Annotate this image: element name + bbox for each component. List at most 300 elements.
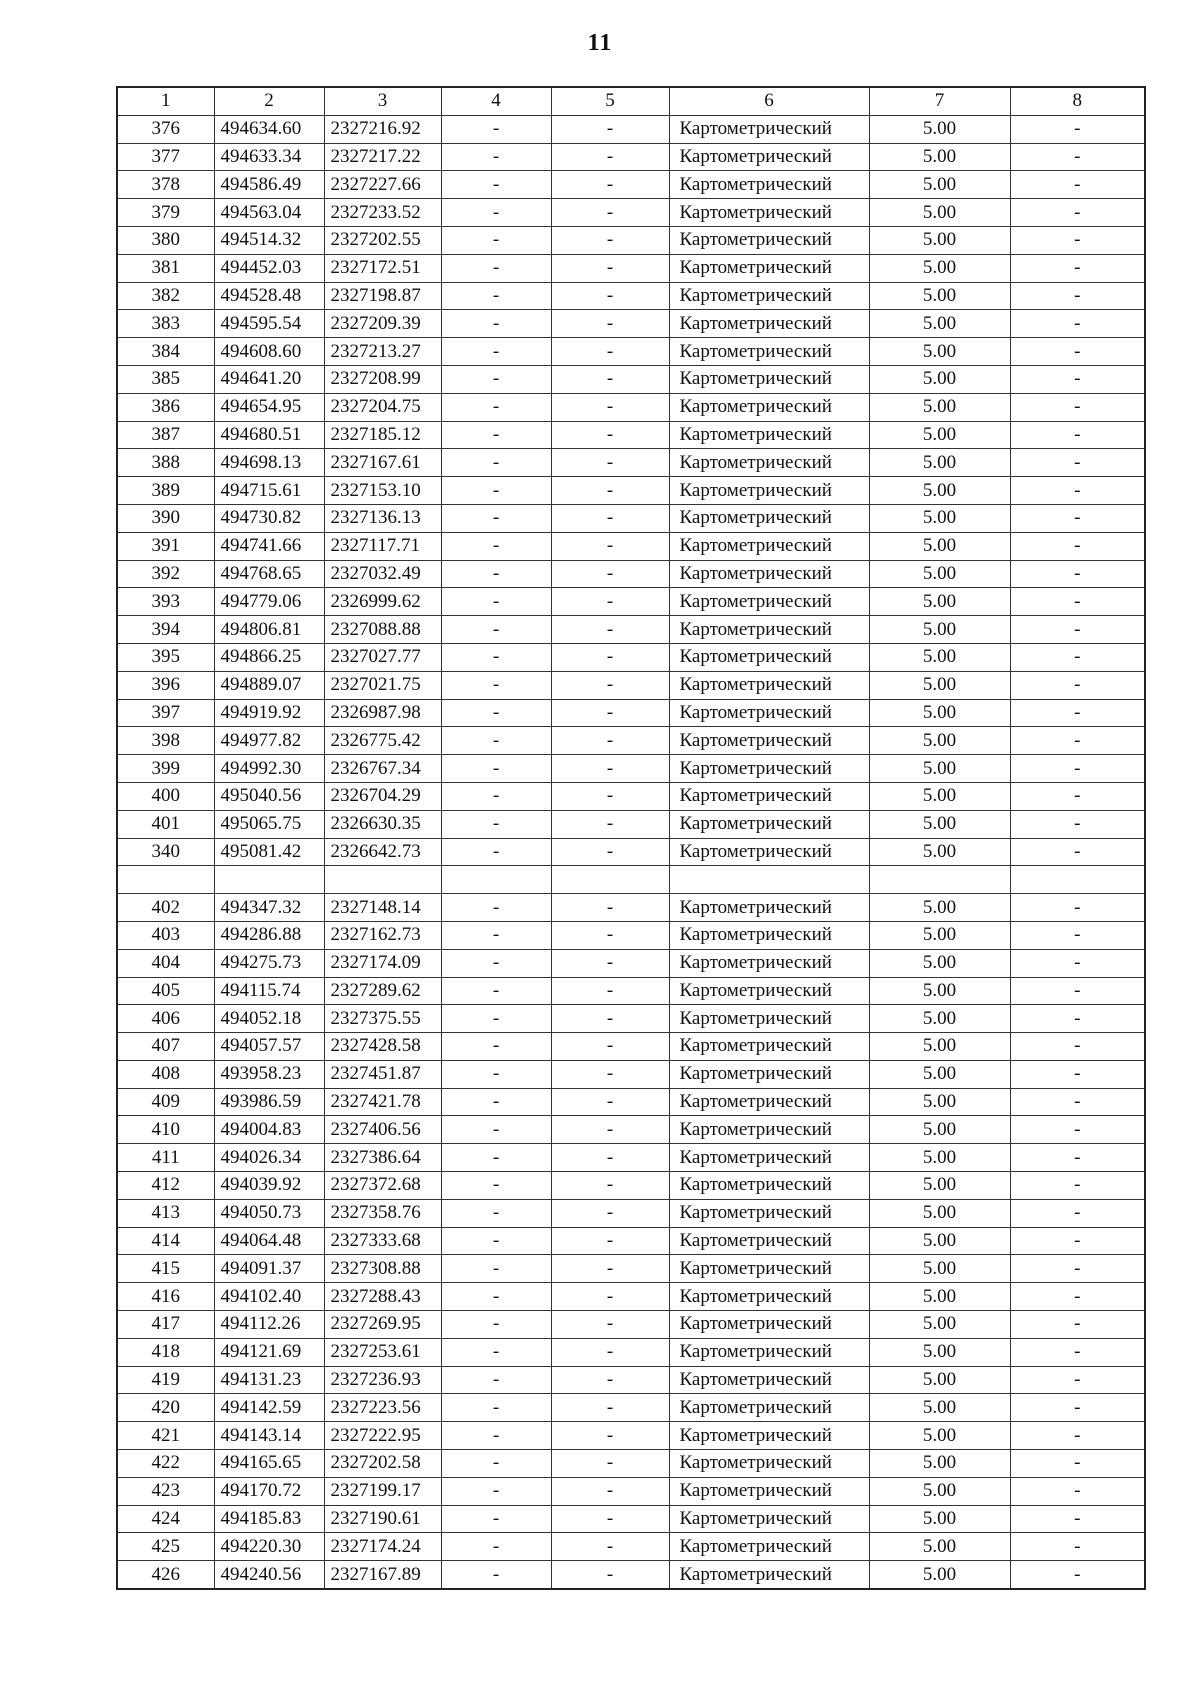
column-4-cell: -	[441, 310, 551, 338]
method-cell: Картометрический	[669, 421, 869, 449]
column-8-cell: -	[1010, 1227, 1145, 1255]
point-number-cell: 403	[117, 921, 214, 949]
y-coordinate-cell: 2327148.14	[324, 894, 441, 922]
y-coordinate-cell: 2327174.24	[324, 1533, 441, 1561]
point-number-cell: 421	[117, 1422, 214, 1450]
column-4-cell: -	[441, 671, 551, 699]
column-5-cell: -	[551, 421, 669, 449]
accuracy-cell: 5.00	[869, 1172, 1010, 1200]
table-row	[117, 588, 1145, 616]
column-5-cell: -	[551, 838, 669, 866]
column-8-cell: -	[1010, 338, 1145, 366]
accuracy-cell: 5.00	[869, 1005, 1010, 1033]
table-row	[117, 393, 1145, 421]
point-number-cell: 405	[117, 977, 214, 1005]
method-cell: Картометрический	[669, 254, 869, 282]
method-cell: Картометрический	[669, 643, 869, 671]
x-coordinate-cell: 494121.69	[214, 1338, 324, 1366]
x-coordinate-cell: 494977.82	[214, 727, 324, 755]
method-cell: Картометрический	[669, 949, 869, 977]
accuracy-cell: 5.00	[869, 1477, 1010, 1505]
x-coordinate-cell: 494641.20	[214, 365, 324, 393]
point-number-cell: 404	[117, 949, 214, 977]
method-cell: Картометрический	[669, 393, 869, 421]
column-4-cell: -	[441, 1311, 551, 1339]
point-number-cell: 380	[117, 226, 214, 254]
column-5-cell: -	[551, 1505, 669, 1533]
method-cell: Картометрический	[669, 1227, 869, 1255]
column-5-cell: -	[551, 1060, 669, 1088]
column-8-cell: -	[1010, 449, 1145, 477]
y-coordinate-cell: 2327209.39	[324, 310, 441, 338]
column-8-cell: -	[1010, 1255, 1145, 1283]
column-4-cell: -	[441, 755, 551, 783]
x-coordinate-cell: 494102.40	[214, 1283, 324, 1311]
method-cell: Картометрический	[669, 838, 869, 866]
y-coordinate-cell: 2327172.51	[324, 254, 441, 282]
point-number-cell: 381	[117, 254, 214, 282]
column-8-cell: -	[1010, 838, 1145, 866]
column-4-cell: -	[441, 588, 551, 616]
column-4-cell: -	[441, 1144, 551, 1172]
y-coordinate-cell: 2327174.09	[324, 949, 441, 977]
x-coordinate-cell: 494654.95	[214, 393, 324, 421]
column-8-cell	[1010, 866, 1145, 894]
point-number-cell	[117, 866, 214, 894]
column-4-cell: -	[441, 699, 551, 727]
method-cell: Картометрический	[669, 504, 869, 532]
x-coordinate-cell: 494680.51	[214, 421, 324, 449]
column-5-cell: -	[551, 1366, 669, 1394]
accuracy-cell: 5.00	[869, 1533, 1010, 1561]
column-4-cell: -	[441, 560, 551, 588]
coordinates-table	[116, 86, 1146, 1590]
point-number-cell: 390	[117, 504, 214, 532]
y-coordinate-cell: 2327021.75	[324, 671, 441, 699]
column-4-cell: -	[441, 921, 551, 949]
table-row	[117, 477, 1145, 505]
point-number-cell: 397	[117, 699, 214, 727]
method-cell: Картометрический	[669, 449, 869, 477]
accuracy-cell: 5.00	[869, 199, 1010, 227]
y-coordinate-cell: 2327117.71	[324, 532, 441, 560]
column-5-cell: -	[551, 310, 669, 338]
x-coordinate-cell: 494608.60	[214, 338, 324, 366]
table-row	[117, 699, 1145, 727]
method-cell: Картометрический	[669, 143, 869, 171]
column-4-cell: -	[441, 894, 551, 922]
column-8-cell: -	[1010, 921, 1145, 949]
point-number-cell: 406	[117, 1005, 214, 1033]
column-8-cell: -	[1010, 504, 1145, 532]
column-8-cell: -	[1010, 1172, 1145, 1200]
column-5-cell: -	[551, 782, 669, 810]
accuracy-cell: 5.00	[869, 1561, 1010, 1589]
accuracy-cell: 5.00	[869, 727, 1010, 755]
table-row	[117, 921, 1145, 949]
table-row	[117, 171, 1145, 199]
x-coordinate-cell: 494514.32	[214, 226, 324, 254]
column-8-cell: -	[1010, 810, 1145, 838]
y-coordinate-cell: 2327358.76	[324, 1199, 441, 1227]
x-coordinate-cell: 494170.72	[214, 1477, 324, 1505]
column-4-cell: -	[441, 338, 551, 366]
x-coordinate-cell: 495065.75	[214, 810, 324, 838]
column-8-cell: -	[1010, 1533, 1145, 1561]
table-row	[117, 1199, 1145, 1227]
column-5-cell: -	[551, 671, 669, 699]
column-8-cell: -	[1010, 1283, 1145, 1311]
x-coordinate-cell: 494091.37	[214, 1255, 324, 1283]
y-coordinate-cell: 2327136.13	[324, 504, 441, 532]
accuracy-cell: 5.00	[869, 421, 1010, 449]
column-8-cell: -	[1010, 1477, 1145, 1505]
column-header-6: 6	[669, 87, 869, 115]
column-8-cell: -	[1010, 616, 1145, 644]
method-cell: Картометрический	[669, 616, 869, 644]
column-5-cell: -	[551, 1199, 669, 1227]
column-5-cell: -	[551, 977, 669, 1005]
column-8-cell: -	[1010, 1311, 1145, 1339]
accuracy-cell: 5.00	[869, 588, 1010, 616]
column-4-cell: -	[441, 1394, 551, 1422]
accuracy-cell: 5.00	[869, 338, 1010, 366]
point-number-cell: 389	[117, 477, 214, 505]
table-row	[117, 1144, 1145, 1172]
column-4-cell: -	[441, 1172, 551, 1200]
method-cell: Картометрический	[669, 1033, 869, 1061]
method-cell: Картометрический	[669, 1422, 869, 1450]
accuracy-cell: 5.00	[869, 949, 1010, 977]
column-8-cell: -	[1010, 1005, 1145, 1033]
x-coordinate-cell: 494142.59	[214, 1394, 324, 1422]
table-row	[117, 143, 1145, 171]
point-number-cell: 384	[117, 338, 214, 366]
column-4-cell: -	[441, 1199, 551, 1227]
method-cell: Картометрический	[669, 1394, 869, 1422]
x-coordinate-cell: 494595.54	[214, 310, 324, 338]
accuracy-cell: 5.00	[869, 310, 1010, 338]
y-coordinate-cell: 2327269.95	[324, 1311, 441, 1339]
point-number-cell: 388	[117, 449, 214, 477]
table-row	[117, 310, 1145, 338]
column-8-cell: -	[1010, 643, 1145, 671]
method-cell: Картометрический	[669, 115, 869, 143]
method-cell: Картометрический	[669, 782, 869, 810]
column-header-1: 1	[117, 87, 214, 115]
method-cell: Картометрический	[669, 1144, 869, 1172]
point-number-cell: 396	[117, 671, 214, 699]
column-4-cell: -	[441, 1227, 551, 1255]
y-coordinate-cell: 2326987.98	[324, 699, 441, 727]
method-cell: Картометрический	[669, 699, 869, 727]
column-5-cell: -	[551, 282, 669, 310]
column-4-cell: -	[441, 616, 551, 644]
table-row	[117, 949, 1145, 977]
method-cell: Картометрический	[669, 171, 869, 199]
y-coordinate-cell: 2327421.78	[324, 1088, 441, 1116]
column-8-cell: -	[1010, 1366, 1145, 1394]
table-row	[117, 282, 1145, 310]
method-cell: Картометрический	[669, 226, 869, 254]
accuracy-cell: 5.00	[869, 532, 1010, 560]
y-coordinate-cell: 2327222.95	[324, 1422, 441, 1450]
table-row	[117, 1422, 1145, 1450]
column-4-cell: -	[441, 143, 551, 171]
method-cell: Картометрический	[669, 810, 869, 838]
page-number: 11	[587, 30, 613, 56]
point-number-cell: 409	[117, 1088, 214, 1116]
table-row	[117, 810, 1145, 838]
x-coordinate-cell: 494698.13	[214, 449, 324, 477]
point-number-cell: 395	[117, 643, 214, 671]
table-row	[117, 338, 1145, 366]
y-coordinate-cell: 2327233.52	[324, 199, 441, 227]
accuracy-cell: 5.00	[869, 810, 1010, 838]
x-coordinate-cell: 494115.74	[214, 977, 324, 1005]
point-number-cell: 416	[117, 1283, 214, 1311]
point-number-cell: 407	[117, 1033, 214, 1061]
table-row	[117, 1172, 1145, 1200]
x-coordinate-cell: 494563.04	[214, 199, 324, 227]
table-row	[117, 1255, 1145, 1283]
column-5-cell: -	[551, 143, 669, 171]
y-coordinate-cell: 2326767.34	[324, 755, 441, 783]
table-row	[117, 838, 1145, 866]
point-number-cell: 400	[117, 782, 214, 810]
accuracy-cell: 5.00	[869, 1338, 1010, 1366]
column-5-cell: -	[551, 1005, 669, 1033]
y-coordinate-cell: 2327288.43	[324, 1283, 441, 1311]
column-8-cell: -	[1010, 282, 1145, 310]
point-number-cell: 394	[117, 616, 214, 644]
x-coordinate-cell: 494220.30	[214, 1533, 324, 1561]
column-5-cell: -	[551, 1033, 669, 1061]
y-coordinate-cell: 2327185.12	[324, 421, 441, 449]
x-coordinate-cell: 494528.48	[214, 282, 324, 310]
table-row	[117, 1561, 1145, 1589]
method-cell: Картометрический	[669, 1450, 869, 1478]
x-coordinate-cell: 494185.83	[214, 1505, 324, 1533]
column-4-cell: -	[441, 1561, 551, 1589]
column-5-cell: -	[551, 115, 669, 143]
column-8-cell: -	[1010, 727, 1145, 755]
y-coordinate-cell: 2326704.29	[324, 782, 441, 810]
point-number-cell: 426	[117, 1561, 214, 1589]
column-5-cell: -	[551, 1422, 669, 1450]
method-cell: Картометрический	[669, 310, 869, 338]
x-coordinate-cell: 494741.66	[214, 532, 324, 560]
point-number-cell: 392	[117, 560, 214, 588]
column-5-cell: -	[551, 393, 669, 421]
table-row	[117, 504, 1145, 532]
accuracy-cell: 5.00	[869, 643, 1010, 671]
column-4-cell: -	[441, 1005, 551, 1033]
x-coordinate-cell: 494165.65	[214, 1450, 324, 1478]
column-4-cell: -	[441, 1450, 551, 1478]
table-row	[117, 1505, 1145, 1533]
accuracy-cell: 5.00	[869, 894, 1010, 922]
x-coordinate-cell: 494452.03	[214, 254, 324, 282]
table-row	[117, 560, 1145, 588]
method-cell: Картометрический	[669, 894, 869, 922]
column-5-cell: -	[551, 1144, 669, 1172]
column-8-cell: -	[1010, 143, 1145, 171]
column-5-cell: -	[551, 199, 669, 227]
accuracy-cell: 5.00	[869, 1450, 1010, 1478]
column-8-cell: -	[1010, 1561, 1145, 1589]
column-4-cell: -	[441, 1116, 551, 1144]
point-number-cell: 422	[117, 1450, 214, 1478]
y-coordinate-cell: 2327027.77	[324, 643, 441, 671]
column-5-cell: -	[551, 1311, 669, 1339]
method-cell: Картометрический	[669, 1199, 869, 1227]
accuracy-cell: 5.00	[869, 449, 1010, 477]
x-coordinate-cell: 494064.48	[214, 1227, 324, 1255]
table-row	[117, 1533, 1145, 1561]
column-4-cell: -	[441, 199, 551, 227]
point-number-cell: 376	[117, 115, 214, 143]
accuracy-cell: 5.00	[869, 1283, 1010, 1311]
point-number-cell: 379	[117, 199, 214, 227]
column-5-cell: -	[551, 504, 669, 532]
method-cell: Картометрический	[669, 532, 869, 560]
y-coordinate-cell: 2327153.10	[324, 477, 441, 505]
column-4-cell: -	[441, 171, 551, 199]
y-coordinate-cell: 2327216.92	[324, 115, 441, 143]
column-4-cell: -	[441, 1338, 551, 1366]
point-number-cell: 391	[117, 532, 214, 560]
table-row	[117, 226, 1145, 254]
column-header-3: 3	[324, 87, 441, 115]
table-row	[117, 1088, 1145, 1116]
accuracy-cell: 5.00	[869, 504, 1010, 532]
column-header-7: 7	[869, 87, 1010, 115]
point-number-cell: 340	[117, 838, 214, 866]
column-8-cell: -	[1010, 894, 1145, 922]
table-row	[117, 1033, 1145, 1061]
x-coordinate-cell: 494131.23	[214, 1366, 324, 1394]
column-5-cell: -	[551, 643, 669, 671]
column-5-cell: -	[551, 1172, 669, 1200]
accuracy-cell: 5.00	[869, 1255, 1010, 1283]
column-8-cell: -	[1010, 1033, 1145, 1061]
table-row	[117, 254, 1145, 282]
point-number-cell: 408	[117, 1060, 214, 1088]
column-4-cell: -	[441, 1283, 551, 1311]
column-5-cell: -	[551, 1116, 669, 1144]
x-coordinate-cell: 495040.56	[214, 782, 324, 810]
column-8-cell: -	[1010, 365, 1145, 393]
point-number-cell: 378	[117, 171, 214, 199]
y-coordinate-cell: 2327190.61	[324, 1505, 441, 1533]
table-row	[117, 365, 1145, 393]
x-coordinate-cell: 494730.82	[214, 504, 324, 532]
method-cell: Картометрический	[669, 282, 869, 310]
y-coordinate-cell: 2327199.17	[324, 1477, 441, 1505]
accuracy-cell: 5.00	[869, 282, 1010, 310]
column-4-cell: -	[441, 838, 551, 866]
column-8-cell: -	[1010, 310, 1145, 338]
method-cell: Картометрический	[669, 1311, 869, 1339]
column-4-cell: -	[441, 1533, 551, 1561]
column-header-2: 2	[214, 87, 324, 115]
column-4-cell: -	[441, 643, 551, 671]
column-4-cell: -	[441, 365, 551, 393]
accuracy-cell: 5.00	[869, 977, 1010, 1005]
column-5-cell: -	[551, 1561, 669, 1589]
point-number-cell: 419	[117, 1366, 214, 1394]
point-number-cell: 425	[117, 1533, 214, 1561]
y-coordinate-cell: 2327289.62	[324, 977, 441, 1005]
column-5-cell: -	[551, 894, 669, 922]
point-number-cell: 385	[117, 365, 214, 393]
point-number-cell: 420	[117, 1394, 214, 1422]
x-coordinate-cell: 495081.42	[214, 838, 324, 866]
column-8-cell: -	[1010, 977, 1145, 1005]
y-coordinate-cell: 2327204.75	[324, 393, 441, 421]
column-8-cell: -	[1010, 421, 1145, 449]
column-5-cell: -	[551, 449, 669, 477]
method-cell	[669, 866, 869, 894]
method-cell: Картометрический	[669, 588, 869, 616]
accuracy-cell: 5.00	[869, 1422, 1010, 1450]
x-coordinate-cell: 494240.56	[214, 1561, 324, 1589]
accuracy-cell: 5.00	[869, 365, 1010, 393]
x-coordinate-cell: 494634.60	[214, 115, 324, 143]
x-coordinate-cell: 494347.32	[214, 894, 324, 922]
y-coordinate-cell: 2326630.35	[324, 810, 441, 838]
y-coordinate-cell: 2327223.56	[324, 1394, 441, 1422]
accuracy-cell: 5.00	[869, 254, 1010, 282]
point-number-cell: 382	[117, 282, 214, 310]
accuracy-cell: 5.00	[869, 226, 1010, 254]
column-5-cell: -	[551, 1450, 669, 1478]
point-number-cell: 399	[117, 755, 214, 783]
y-coordinate-cell: 2327227.66	[324, 171, 441, 199]
y-coordinate-cell: 2327253.61	[324, 1338, 441, 1366]
y-coordinate-cell: 2327308.88	[324, 1255, 441, 1283]
column-8-cell: -	[1010, 782, 1145, 810]
table-row	[117, 1227, 1145, 1255]
column-8-cell: -	[1010, 1394, 1145, 1422]
x-coordinate-cell: 494039.92	[214, 1172, 324, 1200]
x-coordinate-cell: 494715.61	[214, 477, 324, 505]
y-coordinate-cell: 2327372.68	[324, 1172, 441, 1200]
column-5-cell: -	[551, 949, 669, 977]
column-5-cell: -	[551, 560, 669, 588]
column-5-cell: -	[551, 727, 669, 755]
x-coordinate-cell: 494889.07	[214, 671, 324, 699]
method-cell: Картометрический	[669, 365, 869, 393]
y-coordinate-cell: 2327088.88	[324, 616, 441, 644]
point-number-cell: 414	[117, 1227, 214, 1255]
table-row	[117, 115, 1145, 143]
column-5-cell	[551, 866, 669, 894]
column-4-cell: -	[441, 1477, 551, 1505]
accuracy-cell: 5.00	[869, 1060, 1010, 1088]
y-coordinate-cell: 2327202.55	[324, 226, 441, 254]
method-cell: Картометрический	[669, 1533, 869, 1561]
point-number-cell: 412	[117, 1172, 214, 1200]
table-row	[117, 671, 1145, 699]
method-cell: Картометрический	[669, 199, 869, 227]
method-cell: Картометрический	[669, 977, 869, 1005]
column-header-5: 5	[551, 87, 669, 115]
column-8-cell: -	[1010, 115, 1145, 143]
column-header-4: 4	[441, 87, 551, 115]
column-4-cell: -	[441, 782, 551, 810]
